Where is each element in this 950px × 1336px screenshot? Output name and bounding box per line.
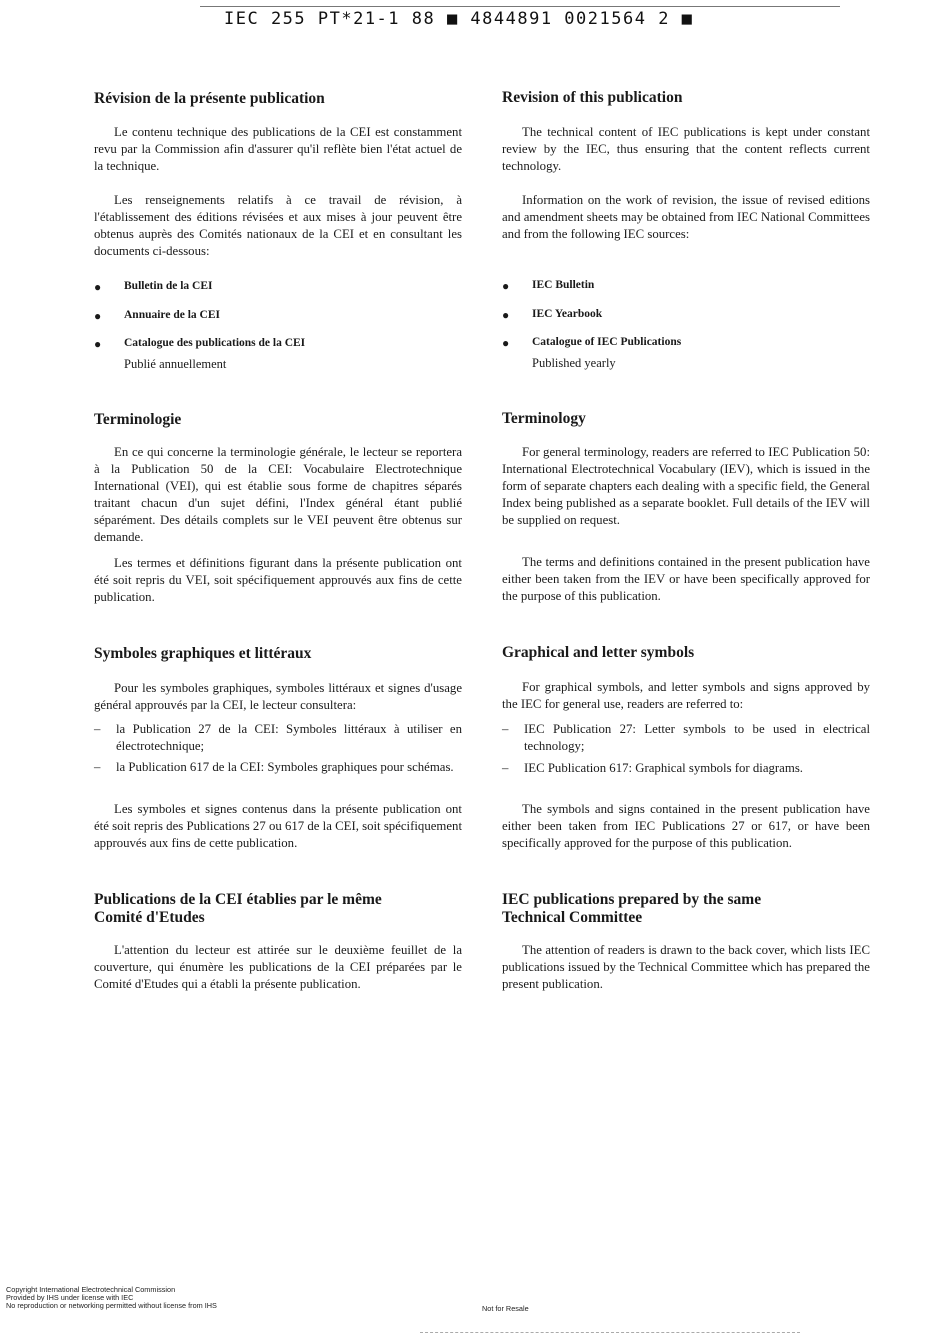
en-source-item: ● IEC Bulletin [502,279,595,293]
fr-symbols-paragraph-2: Les symboles et signes contenus dans la présente publication ont été soit repris des Publications 27 ou 617 de la CEI, soit spécifiquement approuvés aux fins de cette publication. [94,802,462,850]
top-rule [200,6,840,7]
fr-source-item: ● Catalogue des publications de la CEI [94,337,306,351]
en-source-item: ● IEC Yearbook [502,308,603,322]
fr-symbols-list-item: – la Publication 27 de la CEI: Symboles littéraux à utiliser en électrotechnique; [94,722,462,753]
fr-committee-title: Publications de la CEI établies par le même Comité d'Etudes [94,891,382,926]
fr-committee-paragraph: L'attention du lecteur est attirée sur le deuxième feuillet de la couverture, qui énumère les publications de la CEI préparées par le Comité d'Etudes qui a établi la présente publication. [94,943,462,991]
fr-symbols-list-item: – la Publication 617 de la CEI: Symboles graphiques pour schémas. [94,760,454,774]
bullet-icon: ● [94,309,102,323]
en-symbols-list-item: – IEC Publication 617: Graphical symbols for diagrams. [502,761,803,775]
fr-terminology-paragraph-2: Les termes et définitions figurant dans la présente publication ont été soit repris du VEI, soit spécifiquement approuvés aux fins de cette publication. [94,556,462,604]
fr-symbols-paragraph-1: Pour les symboles graphiques, symboles littéraux et signes d'usage général approuvés par la CEI, le lecteur consultera: [94,681,462,712]
fr-source-item: ● Bulletin de la CEI [94,280,213,294]
bullet-icon: ● [502,308,510,322]
document-code-header: IEC 255 PT*21-1 88 ■ 4844891 0021564 2 ■ [224,9,694,29]
en-revision-title: Revision of this publication [502,89,683,106]
en-symbols-list-item: – IEC Publication 27: Letter symbols to be used in electrical technology; [502,722,870,753]
fr-revision-paragraph-2: Les renseignements relatifs à ce travail de révision, à l'établissement des éditions révisées et aux mises à jour peuvent être obtenus auprès des Comités nationaux de la CEI et en consultant les documents ci-dessous: [94,193,462,258]
en-published-note: Published yearly [532,356,616,370]
bullet-icon: ● [502,279,510,293]
copyright-footer [6,1286,526,1311]
en-source-item: ● Catalogue of IEC Publications [502,336,682,350]
en-committee-paragraph: The attention of readers is drawn to the back cover, which lists IEC publications issued by the Technical Committee which has prepared the present publication. [502,943,870,991]
en-terminology-paragraph-1: For general terminology, readers are referred to IEC Publication 50: International Electrotechnical Vocabulary (IEV), which is issued in the form of separate chapters each dealing with a specific field, the General Index being published as a separate booklet. Full details of the IEV will be supplied on request. [502,445,870,527]
fr-symbols-title: Symboles graphiques et littéraux [94,645,312,662]
fr-revision-paragraph-1: Le contenu technique des publications de la CEI est constamment revu par la Commission afin d'assurer qu'il reflète bien l'état actuel de la technique. [94,125,462,173]
bullet-icon: ● [94,280,102,294]
bullet-icon: ● [502,336,510,350]
footer-line: Copyright International Electrotechnical Commission [6,1285,176,1294]
fr-source-item: ● Annuaire de la CEI [94,309,220,323]
bullet-icon: ● [94,337,102,351]
fr-revision-title: Révision de la présente publication [94,90,325,107]
fr-terminology-title: Terminologie [94,411,182,428]
en-terminology-paragraph-2: The terms and definitions contained in the present publication have either been taken from the IEV or have been specifically approved for the purpose of this publication. [502,555,870,603]
en-committee-title: IEC publications prepared by the same Technical Committee [502,891,762,926]
fr-terminology-paragraph-1: En ce qui concerne la terminologie générale, le lecteur se reportera à la Publication 50 de la CEI: Vocabulaire Electrotechnique International (VEI), qui est établie sous forme de chapitres séparés traitant chacun d'un sujet défini, l'Index général étant publié séparément. Des détails complets sur le VEI peuvent être obtenus sur demande. [94,445,462,544]
en-symbols-paragraph-2: The symbols and signs contained in the present publication have either been taken from IEC Publications 27 or 617, or have been specifically approved for the purpose of this publication. [502,802,870,850]
en-revision-paragraph-1: The technical content of IEC publications is kept under constant review by the IEC, thus ensuring that the content reflects current technology. [502,125,870,173]
en-terminology-title: Terminology [502,410,586,427]
bottom-rule [420,1332,800,1333]
footer-line: Provided by IHS under license with IEC [6,1293,134,1303]
not-for-resale-label: Not for Resale [482,1304,529,1313]
en-symbols-title: Graphical and letter symbols [502,644,695,661]
footer-line: No reproduction or networking permitted without license from IHS [6,1301,217,1311]
en-revision-paragraph-2: Information on the work of revision, the issue of revised editions and amendment sheets may be obtained from IEC National Committees and from the following IEC sources: [502,193,870,241]
en-symbols-paragraph-1: For graphical symbols, and letter symbols and signs approved by the IEC for general use, readers are referred to: [502,680,870,711]
fr-published-note: Publié annuellement [124,357,227,371]
